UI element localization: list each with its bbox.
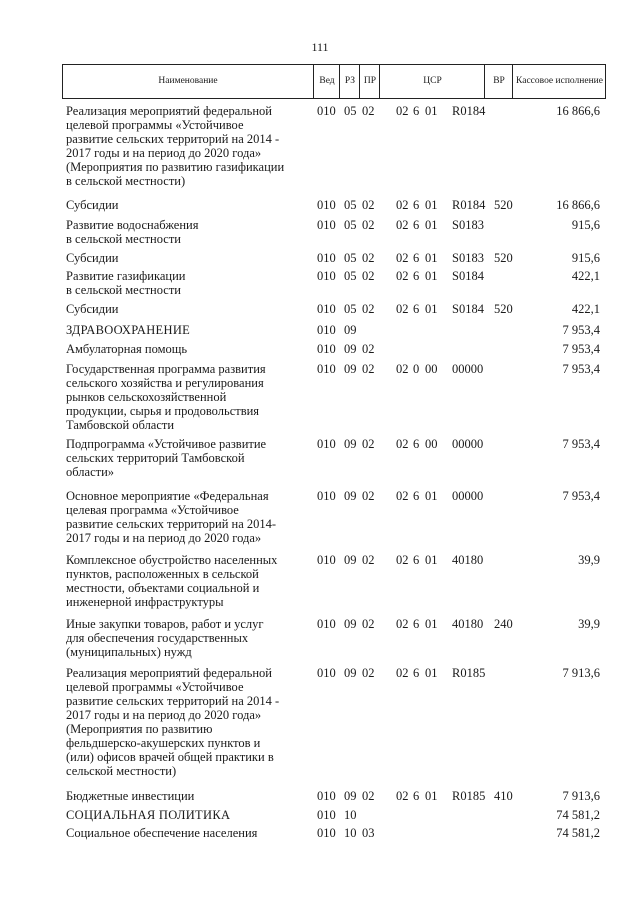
header-rz: РЗ — [339, 65, 360, 98]
cell-c4: 40180 — [452, 553, 484, 567]
cell-c3: 01 — [425, 198, 438, 212]
page-number: 111 — [311, 40, 329, 54]
cell-rz: 09 — [344, 342, 357, 356]
cell-c2: 6 — [413, 789, 420, 803]
cell-pr: 02 — [362, 269, 375, 283]
cell-pr: 02 — [362, 342, 375, 356]
cell-c2: 0 — [413, 362, 420, 376]
cell-ved: 010 — [317, 218, 336, 232]
cell-rz: 09 — [344, 666, 357, 680]
cell-c3: 01 — [425, 251, 438, 265]
cell-c4: S0184 — [452, 302, 484, 316]
cell-amount: 7 913,6 — [562, 789, 600, 803]
cell-c1: 02 — [396, 437, 409, 451]
cell-amount: 74 581,2 — [556, 826, 600, 840]
cell-amount: 39,9 — [578, 553, 600, 567]
cell-vr: 520 — [494, 251, 513, 265]
cell-c3: 01 — [425, 666, 438, 680]
cell-c2: 6 — [413, 104, 420, 118]
cell-amount: 422,1 — [571, 269, 600, 283]
cell-c1: 02 — [396, 617, 409, 631]
cell-rz: 05 — [344, 104, 357, 118]
cell-c4: 00000 — [452, 437, 484, 451]
cell-c4: R0185 — [452, 666, 486, 680]
cell-c4: S0183 — [452, 251, 484, 265]
cell-ved: 010 — [317, 104, 336, 118]
cell-c1: 02 — [396, 198, 409, 212]
cell-ved: 010 — [317, 489, 336, 503]
cell-amount: 74 581,2 — [556, 808, 600, 822]
cell-pr: 02 — [362, 362, 375, 376]
cell-c1: 02 — [396, 302, 409, 316]
cell-c2: 6 — [413, 198, 420, 212]
cell-amount: 7 913,6 — [562, 666, 600, 680]
cell-c2: 6 — [413, 218, 420, 232]
cell-rz: 09 — [344, 553, 357, 567]
cell-c1: 02 — [396, 789, 409, 803]
cell-pr: 02 — [362, 789, 375, 803]
cell-c4: S0183 — [452, 218, 484, 232]
cell-c3: 01 — [425, 789, 438, 803]
cell-rz: 10 — [344, 808, 357, 822]
cell-pr: 02 — [362, 617, 375, 631]
cell-amount: 39,9 — [578, 617, 600, 631]
cell-name: Развитие газификации в сельской местности — [66, 269, 186, 297]
cell-c3: 01 — [425, 302, 438, 316]
cell-c3: 01 — [425, 553, 438, 567]
header-pr: ПР — [359, 65, 380, 98]
cell-name: Субсидии — [66, 198, 119, 212]
cell-name: Реализация мероприятий федеральной целевой программы «Устойчивое развитие сельских территорий на 2014 - 2017 годы и на период до 2020 года» (Мероприятия по развитию газификации в сельской местности) — [66, 104, 285, 188]
cell-ved: 010 — [317, 362, 336, 376]
cell-rz: 09 — [344, 489, 357, 503]
cell-c1: 02 — [396, 269, 409, 283]
cell-c3: 00 — [425, 362, 438, 376]
cell-rz: 09 — [344, 362, 357, 376]
cell-c4: S0184 — [452, 269, 484, 283]
cell-amount: 7 953,4 — [562, 323, 600, 337]
cell-name: Комплексное обустройство населенных пунктов, расположенных в сельской местности, объектами социальной и инженерной инфраструктуры — [66, 553, 278, 609]
cell-c1: 02 — [396, 666, 409, 680]
cell-ved: 010 — [317, 251, 336, 265]
cell-c2: 6 — [413, 489, 420, 503]
cell-c1: 02 — [396, 104, 409, 118]
cell-c4: R0184 — [452, 104, 486, 118]
cell-rz: 09 — [344, 323, 357, 337]
cell-pr: 02 — [362, 553, 375, 567]
cell-rz: 09 — [344, 437, 357, 451]
cell-pr: 02 — [362, 251, 375, 265]
cell-c4: 00000 — [452, 362, 484, 376]
cell-c1: 02 — [396, 489, 409, 503]
cell-vr: 240 — [494, 617, 513, 631]
cell-pr: 02 — [362, 104, 375, 118]
cell-ved: 010 — [317, 198, 336, 212]
header-name: Наименование — [158, 76, 218, 87]
cell-name: Государственная программа развития сельского хозяйства и регулирования рынков сельскохозяйственной продукции, сырья и продовольствия Тамбовской области — [66, 362, 266, 432]
cell-name: Развитие водоснабжения в сельской местности — [66, 218, 199, 246]
cell-vr: 520 — [494, 302, 513, 316]
cell-vr: 410 — [494, 789, 513, 803]
cell-c3: 01 — [425, 104, 438, 118]
cell-c1: 02 — [396, 362, 409, 376]
cell-rz: 05 — [344, 269, 357, 283]
cell-name: Иные закупки товаров, работ и услуг для обеспечения государственных (муниципальных) нужд — [66, 617, 264, 659]
cell-c4: R0185 — [452, 789, 486, 803]
cell-amount: 16 866,6 — [556, 198, 600, 212]
cell-c4: R0184 — [452, 198, 486, 212]
header-vr: ВР — [484, 65, 513, 98]
cell-vr: 520 — [494, 198, 513, 212]
cell-name: ЗДРАВООХРАНЕНИЕ — [66, 323, 191, 337]
cell-pr: 02 — [362, 302, 375, 316]
cell-name: Амбулаторная помощь — [66, 342, 188, 356]
cell-rz: 10 — [344, 826, 357, 840]
cell-rz: 05 — [344, 251, 357, 265]
cell-c2: 6 — [413, 553, 420, 567]
cell-c3: 01 — [425, 269, 438, 283]
cell-c1: 02 — [396, 218, 409, 232]
cell-amount: 915,6 — [571, 218, 600, 232]
cell-name: СОЦИАЛЬНАЯ ПОЛИТИКА — [66, 808, 231, 822]
cell-pr: 02 — [362, 218, 375, 232]
cell-name: Реализация мероприятий федеральной целевой программы «Устойчивое развитие сельских территорий на 2014 - 2017 годы и на период до 2020 года» (Мероприятия по развитию фельдшерско-акушерских пунктов и (или) офисов врачей общей практики в сельской местности) — [66, 666, 280, 778]
cell-amount: 7 953,4 — [562, 362, 600, 376]
cell-ved: 010 — [317, 553, 336, 567]
cell-name: Субсидии — [66, 302, 119, 316]
cell-ved: 010 — [317, 808, 336, 822]
cell-c4: 00000 — [452, 489, 484, 503]
cell-ved: 010 — [317, 666, 336, 680]
cell-amount: 915,6 — [571, 251, 600, 265]
cell-c4: 40180 — [452, 617, 484, 631]
cell-name: Бюджетные инвестиции — [66, 789, 195, 803]
cell-c1: 02 — [396, 251, 409, 265]
cell-c2: 6 — [413, 269, 420, 283]
cell-c2: 6 — [413, 437, 420, 451]
cell-pr: 02 — [362, 198, 375, 212]
cell-ved: 010 — [317, 789, 336, 803]
cell-rz: 09 — [344, 617, 357, 631]
header-csr: ЦСР — [379, 65, 485, 98]
cell-rz: 05 — [344, 302, 357, 316]
cell-amount: 7 953,4 — [562, 342, 600, 356]
cell-name: Субсидии — [66, 251, 119, 265]
header-ved: Вед — [313, 65, 340, 98]
cell-c2: 6 — [413, 251, 420, 265]
cell-name: Подпрограмма «Устойчивое развитие сельских территорий Тамбовской области» — [66, 437, 267, 479]
cell-c3: 00 — [425, 437, 438, 451]
cell-amount: 422,1 — [571, 302, 600, 316]
cell-amount: 16 866,6 — [556, 104, 600, 118]
cell-rz: 05 — [344, 198, 357, 212]
table-header — [62, 64, 606, 99]
cell-amount: 7 953,4 — [562, 489, 600, 503]
cell-ved: 010 — [317, 342, 336, 356]
cell-pr: 02 — [362, 489, 375, 503]
cell-amount: 7 953,4 — [562, 437, 600, 451]
cell-c3: 01 — [425, 617, 438, 631]
cell-pr: 02 — [362, 666, 375, 680]
cell-c2: 6 — [413, 617, 420, 631]
cell-ved: 010 — [317, 269, 336, 283]
cell-pr: 03 — [362, 826, 375, 840]
cell-ved: 010 — [317, 437, 336, 451]
cell-name: Социальное обеспечение населения — [66, 826, 258, 840]
cell-ved: 010 — [317, 617, 336, 631]
cell-pr: 02 — [362, 437, 375, 451]
cell-rz: 05 — [344, 218, 357, 232]
header-amount: Кассовое исполнение — [512, 65, 606, 98]
cell-ved: 010 — [317, 323, 336, 337]
cell-c3: 01 — [425, 489, 438, 503]
cell-c3: 01 — [425, 218, 438, 232]
cell-c2: 6 — [413, 666, 420, 680]
cell-ved: 010 — [317, 302, 336, 316]
cell-c1: 02 — [396, 553, 409, 567]
cell-ved: 010 — [317, 826, 336, 840]
cell-name: Основное мероприятие «Федеральная целевая программа «Устойчивое развитие сельских территорий на 2014- 2017 годы и на период до 2020 года» — [66, 489, 277, 545]
cell-rz: 09 — [344, 789, 357, 803]
cell-c2: 6 — [413, 302, 420, 316]
